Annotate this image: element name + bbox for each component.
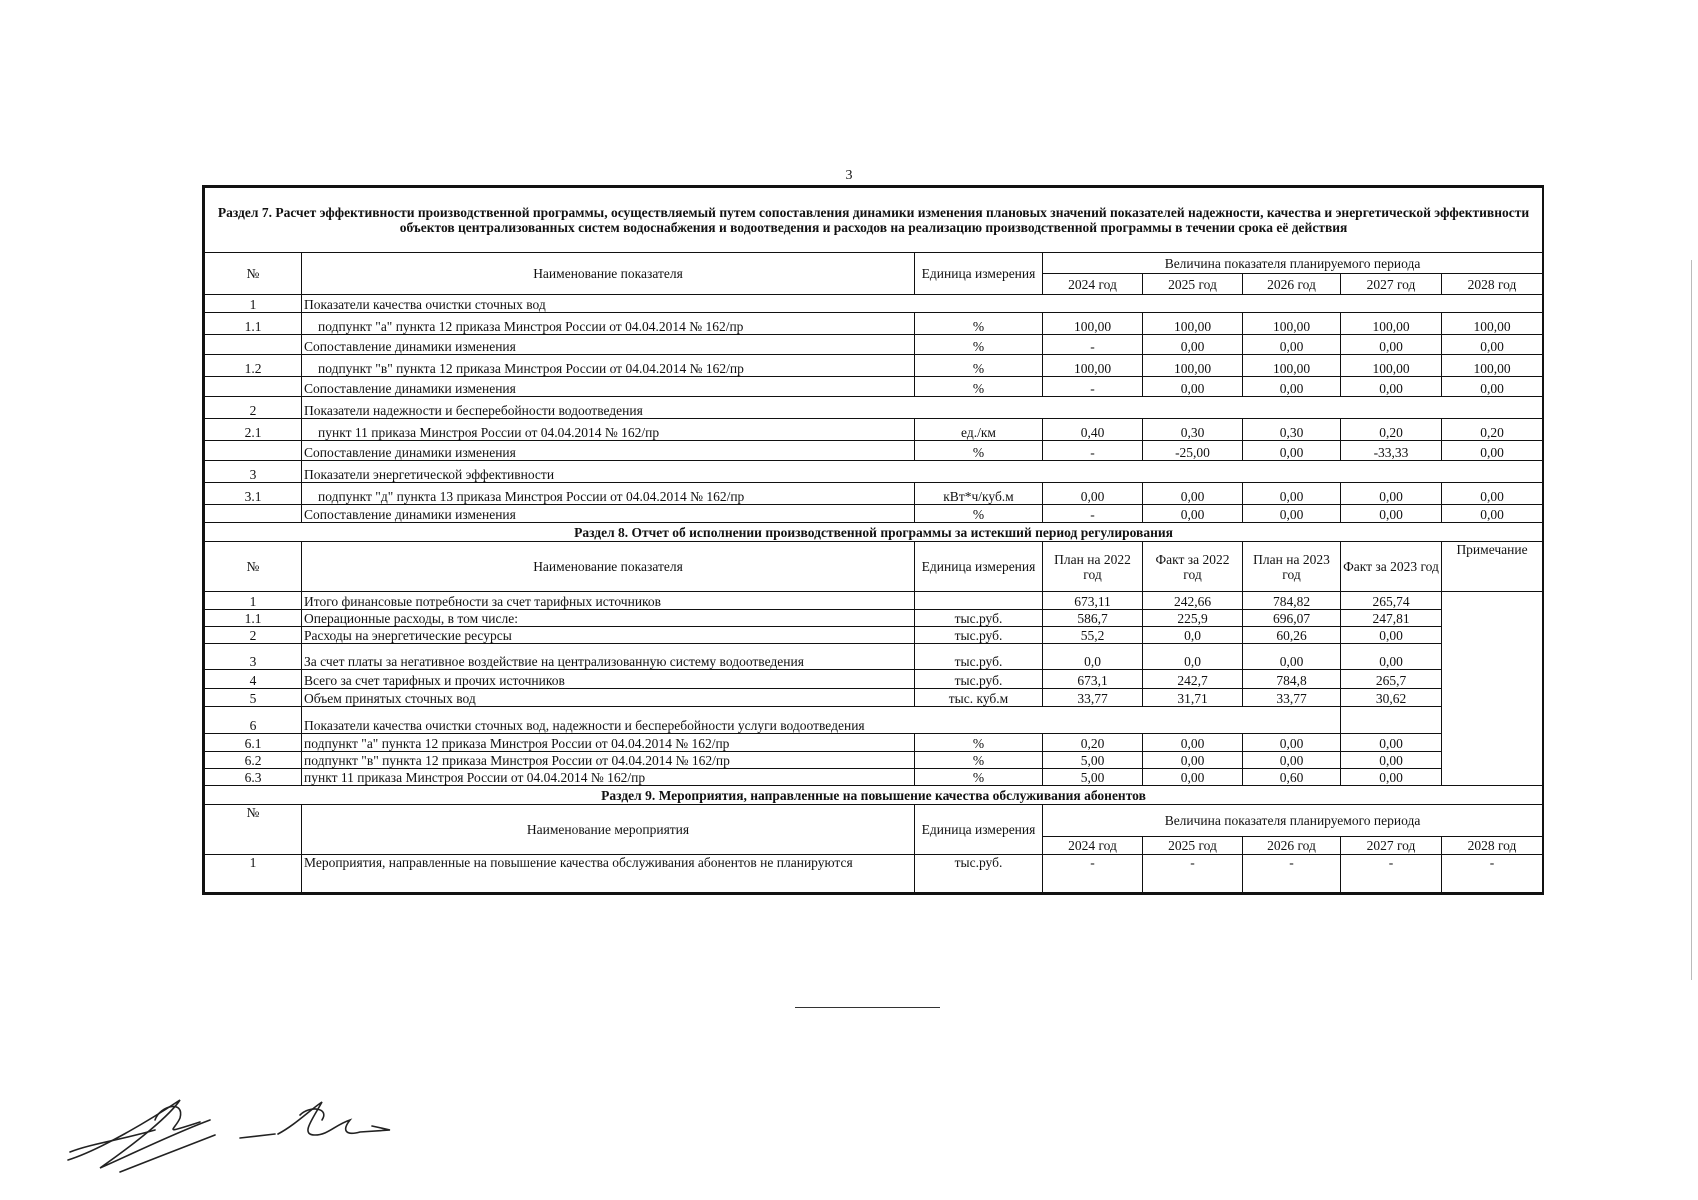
- row-name: Сопоставление динамики изменения: [302, 377, 915, 397]
- section7-row: [205, 483, 1543, 505]
- value-cell: 100,00: [1243, 355, 1341, 377]
- row-unit: [915, 592, 1043, 610]
- row-name: Итого финансовые потребности за счет тарифных источников: [302, 592, 915, 610]
- column-header-period: Величина показателя планируемого периода: [1043, 805, 1543, 837]
- column-header-fact-2023: Факт за 2023 год: [1341, 542, 1442, 592]
- value-cell: -: [1341, 855, 1442, 893]
- section8-row: [205, 610, 1543, 627]
- row-number: 3: [205, 461, 302, 483]
- value-cell: 0,00: [1341, 769, 1442, 786]
- row-name: подпункт "а" пункта 12 приказа Минстроя России от 04.04.2014 № 162/пр: [302, 313, 915, 335]
- row-name: Всего за счет тарифных и прочих источников: [302, 670, 915, 689]
- value-cell: -: [1243, 855, 1341, 893]
- value-cell: -: [1043, 335, 1143, 355]
- column-header-year: 2027 год: [1341, 274, 1442, 295]
- section8-row: [205, 627, 1543, 644]
- row-name: Расходы на энергетические ресурсы: [302, 627, 915, 644]
- value-cell: 0,00: [1243, 377, 1341, 397]
- row-name: Показатели качества очистки сточных вод: [302, 295, 1543, 313]
- column-header-no: №: [205, 805, 302, 855]
- row-number: 1: [205, 855, 302, 893]
- column-header-year: 2025 год: [1143, 837, 1243, 855]
- value-cell: 100,00: [1243, 313, 1341, 335]
- row-number: [205, 505, 302, 523]
- value-cell: 784,82: [1243, 592, 1341, 610]
- value-cell: 696,07: [1243, 610, 1341, 627]
- row-name: Сопоставление динамики изменения: [302, 505, 915, 523]
- row-number: 1: [205, 592, 302, 610]
- value-cell: 0,00: [1341, 752, 1442, 769]
- value-cell: -: [1442, 855, 1543, 893]
- value-cell: 242,66: [1143, 592, 1243, 610]
- column-header-year: 2026 год: [1243, 837, 1341, 855]
- section8-title-row: [205, 523, 1543, 542]
- value-cell: 247,81: [1341, 610, 1442, 627]
- value-cell: 673,11: [1043, 592, 1143, 610]
- value-cell: 0,0: [1043, 644, 1143, 670]
- value-cell: 0,40: [1043, 419, 1143, 441]
- section8-header-row: [205, 542, 1543, 592]
- row-number: 2: [205, 627, 302, 644]
- row-unit: %: [915, 355, 1043, 377]
- row-unit: %: [915, 769, 1043, 786]
- value-cell: 0,00: [1341, 734, 1442, 752]
- value-cell: -: [1043, 441, 1143, 461]
- row-unit: тыс.руб.: [915, 610, 1043, 627]
- row-unit: тыс.руб.: [915, 627, 1043, 644]
- section7-row: [205, 441, 1543, 461]
- section8-row: [205, 752, 1543, 769]
- section7-row: [205, 313, 1543, 335]
- value-cell: 100,00: [1341, 313, 1442, 335]
- value-cell: 242,7: [1143, 670, 1243, 689]
- value-cell: 0,00: [1442, 441, 1543, 461]
- value-cell: 0,30: [1243, 419, 1341, 441]
- section9-title: Раздел 9. Мероприятия, направленные на повышение качества обслуживания абонентов: [205, 786, 1543, 805]
- row-name: Показатели качества очистки сточных вод, надежности и бесперебойности услуги водоотведения: [302, 707, 1341, 734]
- row-name: пункт 11 приказа Минстроя России от 04.04.2014 № 162/пр: [302, 769, 915, 786]
- section7-title-row: [205, 188, 1543, 253]
- value-cell: 60,26: [1243, 627, 1341, 644]
- column-header-unit: Единица измерения: [915, 805, 1043, 855]
- value-cell: -: [1043, 855, 1143, 893]
- section9-row: [205, 855, 1543, 893]
- column-header-plan-2023: План на 2023 год: [1243, 542, 1341, 592]
- row-unit: %: [915, 335, 1043, 355]
- row-name: подпункт "а" пункта 12 приказа Минстроя России от 04.04.2014 № 162/пр: [302, 734, 915, 752]
- column-header-unit: Единица измерения: [915, 253, 1043, 295]
- row-unit: ед./км: [915, 419, 1043, 441]
- value-cell: 0,0: [1143, 627, 1243, 644]
- section8-row: [205, 644, 1543, 670]
- value-cell: 0,00: [1143, 505, 1243, 523]
- value-cell: 5,00: [1043, 769, 1143, 786]
- footer-divider: [795, 1007, 940, 1008]
- row-unit: тыс.руб.: [915, 855, 1043, 893]
- value-cell: 0,00: [1341, 483, 1442, 505]
- section8-row: [205, 734, 1543, 752]
- value-cell: 100,00: [1341, 355, 1442, 377]
- column-header-no: №: [205, 542, 302, 592]
- column-header-name: Наименование мероприятия: [302, 805, 915, 855]
- row-number: 4: [205, 670, 302, 689]
- section7-row: [205, 335, 1543, 355]
- column-header-name: Наименование показателя: [302, 253, 915, 295]
- row-number: 6.3: [205, 769, 302, 786]
- value-cell: 0,00: [1143, 483, 1243, 505]
- row-unit: тыс. куб.м: [915, 689, 1043, 707]
- value-cell: 225,9: [1143, 610, 1243, 627]
- value-cell: 0,00: [1243, 734, 1341, 752]
- row-number: 6.1: [205, 734, 302, 752]
- column-header-no: №: [205, 253, 302, 295]
- section7-header-row: [205, 253, 1543, 274]
- section8-title: Раздел 8. Отчет об исполнении производственной программы за истекший период регулирования: [205, 523, 1543, 542]
- value-cell: 0,00: [1442, 377, 1543, 397]
- value-cell: 0,00: [1341, 627, 1442, 644]
- section8-row: [205, 689, 1543, 707]
- value-cell: 100,00: [1043, 313, 1143, 335]
- section7-row: [205, 419, 1543, 441]
- section7-row: [205, 461, 1543, 483]
- value-cell: 0,00: [1442, 335, 1543, 355]
- row-number: 3: [205, 644, 302, 670]
- row-number: 3.1: [205, 483, 302, 505]
- value-cell: 33,77: [1043, 689, 1143, 707]
- row-unit: кВт*ч/куб.м: [915, 483, 1043, 505]
- row-name: подпункт "в" пункта 12 приказа Минстроя России от 04.04.2014 № 162/пр: [302, 752, 915, 769]
- row-name: подпункт "в" пункта 12 приказа Минстроя России от 04.04.2014 № 162/пр: [302, 355, 915, 377]
- column-header-year: 2024 год: [1043, 837, 1143, 855]
- row-number: 1.1: [205, 610, 302, 627]
- column-header-plan-2022: План на 2022 год: [1043, 542, 1143, 592]
- row-name: Сопоставление динамики изменения: [302, 441, 915, 461]
- value-cell: 0,00: [1143, 335, 1243, 355]
- row-name: Сопоставление динамики изменения: [302, 335, 915, 355]
- value-cell: 100,00: [1442, 313, 1543, 335]
- value-cell: 100,00: [1043, 355, 1143, 377]
- row-number: 6: [205, 707, 302, 734]
- section7-row: [205, 505, 1543, 523]
- row-name: За счет платы за негативное воздействие на централизованную систему водоотведения: [302, 644, 915, 670]
- value-cell: 0,00: [1243, 752, 1341, 769]
- value-cell: 0,00: [1143, 752, 1243, 769]
- section8-row: [205, 769, 1543, 786]
- value-cell: 0,20: [1043, 734, 1143, 752]
- value-cell: -25,00: [1143, 441, 1243, 461]
- value-cell: 0,00: [1143, 377, 1243, 397]
- value-cell: 586,7: [1043, 610, 1143, 627]
- value-cell: 0,00: [1341, 644, 1442, 670]
- value-cell: 100,00: [1143, 355, 1243, 377]
- row-number: [205, 441, 302, 461]
- row-number: 1.1: [205, 313, 302, 335]
- column-header-year: 2024 год: [1043, 274, 1143, 295]
- section8-row: [205, 707, 1543, 734]
- value-cell: 0,0: [1143, 644, 1243, 670]
- column-header-year: 2028 год: [1442, 837, 1543, 855]
- section7-row: [205, 377, 1543, 397]
- row-name: подпункт "д" пункта 13 приказа Минстроя России от 04.04.2014 № 162/пр: [302, 483, 915, 505]
- column-header-year: 2027 год: [1341, 837, 1442, 855]
- row-unit: %: [915, 377, 1043, 397]
- value-cell: 0,00: [1143, 734, 1243, 752]
- value-cell: 0,20: [1341, 419, 1442, 441]
- section7-row: [205, 295, 1543, 313]
- section9-title-row: [205, 786, 1543, 805]
- row-number: 1: [205, 295, 302, 313]
- section7-row: [205, 355, 1543, 377]
- value-cell: 0,00: [1243, 335, 1341, 355]
- row-number: 6.2: [205, 752, 302, 769]
- section8-row: [205, 592, 1543, 610]
- value-cell: -33,33: [1341, 441, 1442, 461]
- notes-cell: [1442, 592, 1543, 786]
- value-cell: 0,20: [1442, 419, 1543, 441]
- row-unit: тыс.руб.: [915, 644, 1043, 670]
- empty-cell: [1341, 707, 1442, 734]
- report-table: [204, 187, 1543, 893]
- section9-header-row: [205, 805, 1543, 837]
- column-header-year: 2028 год: [1442, 274, 1543, 295]
- value-cell: 0,00: [1243, 441, 1341, 461]
- value-cell: 0,00: [1143, 769, 1243, 786]
- column-header-unit: Единица измерения: [915, 542, 1043, 592]
- row-name: Объем принятых сточных вод: [302, 689, 915, 707]
- section8-row: [205, 670, 1543, 689]
- section7-title: Раздел 7. Расчет эффективности производственной программы, осуществляемый путем сопоставления динамики изменения плановых значений показателей надежности, качества и энергетической эффективности объектов централизованных систем водоснабжения и водоотведения и расходов на реализацию производственной программы в течении срока её действия: [205, 188, 1543, 253]
- value-cell: 0,00: [1341, 335, 1442, 355]
- value-cell: 0,00: [1243, 483, 1341, 505]
- row-name: Показатели надежности и бесперебойности водоотведения: [302, 397, 1543, 419]
- column-header-period: Величина показателя планируемого периода: [1043, 253, 1543, 274]
- row-unit: %: [915, 441, 1043, 461]
- value-cell: 0,00: [1341, 377, 1442, 397]
- row-number: [205, 377, 302, 397]
- value-cell: 0,00: [1442, 505, 1543, 523]
- row-name: Показатели энергетической эффективности: [302, 461, 1543, 483]
- handwritten-signature: [60, 1080, 420, 1180]
- row-number: 5: [205, 689, 302, 707]
- value-cell: 265,74: [1341, 592, 1442, 610]
- value-cell: 265,7: [1341, 670, 1442, 689]
- row-name: Операционные расходы, в том числе:: [302, 610, 915, 627]
- row-name: Мероприятия, направленные на повышение качества обслуживания абонентов не планируются: [302, 855, 915, 893]
- value-cell: 30,62: [1341, 689, 1442, 707]
- row-unit: %: [915, 313, 1043, 335]
- value-cell: 0,00: [1243, 505, 1341, 523]
- row-unit: %: [915, 505, 1043, 523]
- value-cell: -: [1043, 377, 1143, 397]
- section7-row: [205, 397, 1543, 419]
- value-cell: 100,00: [1143, 313, 1243, 335]
- row-number: 2: [205, 397, 302, 419]
- value-cell: 100,00: [1442, 355, 1543, 377]
- row-unit: %: [915, 752, 1043, 769]
- value-cell: 0,60: [1243, 769, 1341, 786]
- value-cell: 0,00: [1442, 483, 1543, 505]
- value-cell: -: [1043, 505, 1143, 523]
- value-cell: 673,1: [1043, 670, 1143, 689]
- row-number: 2.1: [205, 419, 302, 441]
- row-number: [205, 335, 302, 355]
- value-cell: 0,00: [1243, 644, 1341, 670]
- value-cell: 784,8: [1243, 670, 1341, 689]
- value-cell: -: [1143, 855, 1243, 893]
- row-name: пункт 11 приказа Минстроя России от 04.04.2014 № 162/пр: [302, 419, 915, 441]
- report-document: [202, 185, 1544, 895]
- value-cell: 0,30: [1143, 419, 1243, 441]
- page-number: 3: [845, 168, 853, 183]
- value-cell: 0,00: [1043, 483, 1143, 505]
- column-header-notes: Примечание: [1442, 542, 1543, 592]
- column-header-year: 2025 год: [1143, 274, 1243, 295]
- column-header-fact-2022: Факт за 2022 год: [1143, 542, 1243, 592]
- scan-edge-line: [1691, 260, 1692, 980]
- row-number: 1.2: [205, 355, 302, 377]
- value-cell: 33,77: [1243, 689, 1341, 707]
- value-cell: 0,00: [1341, 505, 1442, 523]
- value-cell: 55,2: [1043, 627, 1143, 644]
- column-header-year: 2026 год: [1243, 274, 1341, 295]
- table-body: [205, 188, 1543, 893]
- row-unit: тыс.руб.: [915, 670, 1043, 689]
- column-header-name: Наименование показателя: [302, 542, 915, 592]
- row-unit: %: [915, 734, 1043, 752]
- value-cell: 31,71: [1143, 689, 1243, 707]
- value-cell: 5,00: [1043, 752, 1143, 769]
